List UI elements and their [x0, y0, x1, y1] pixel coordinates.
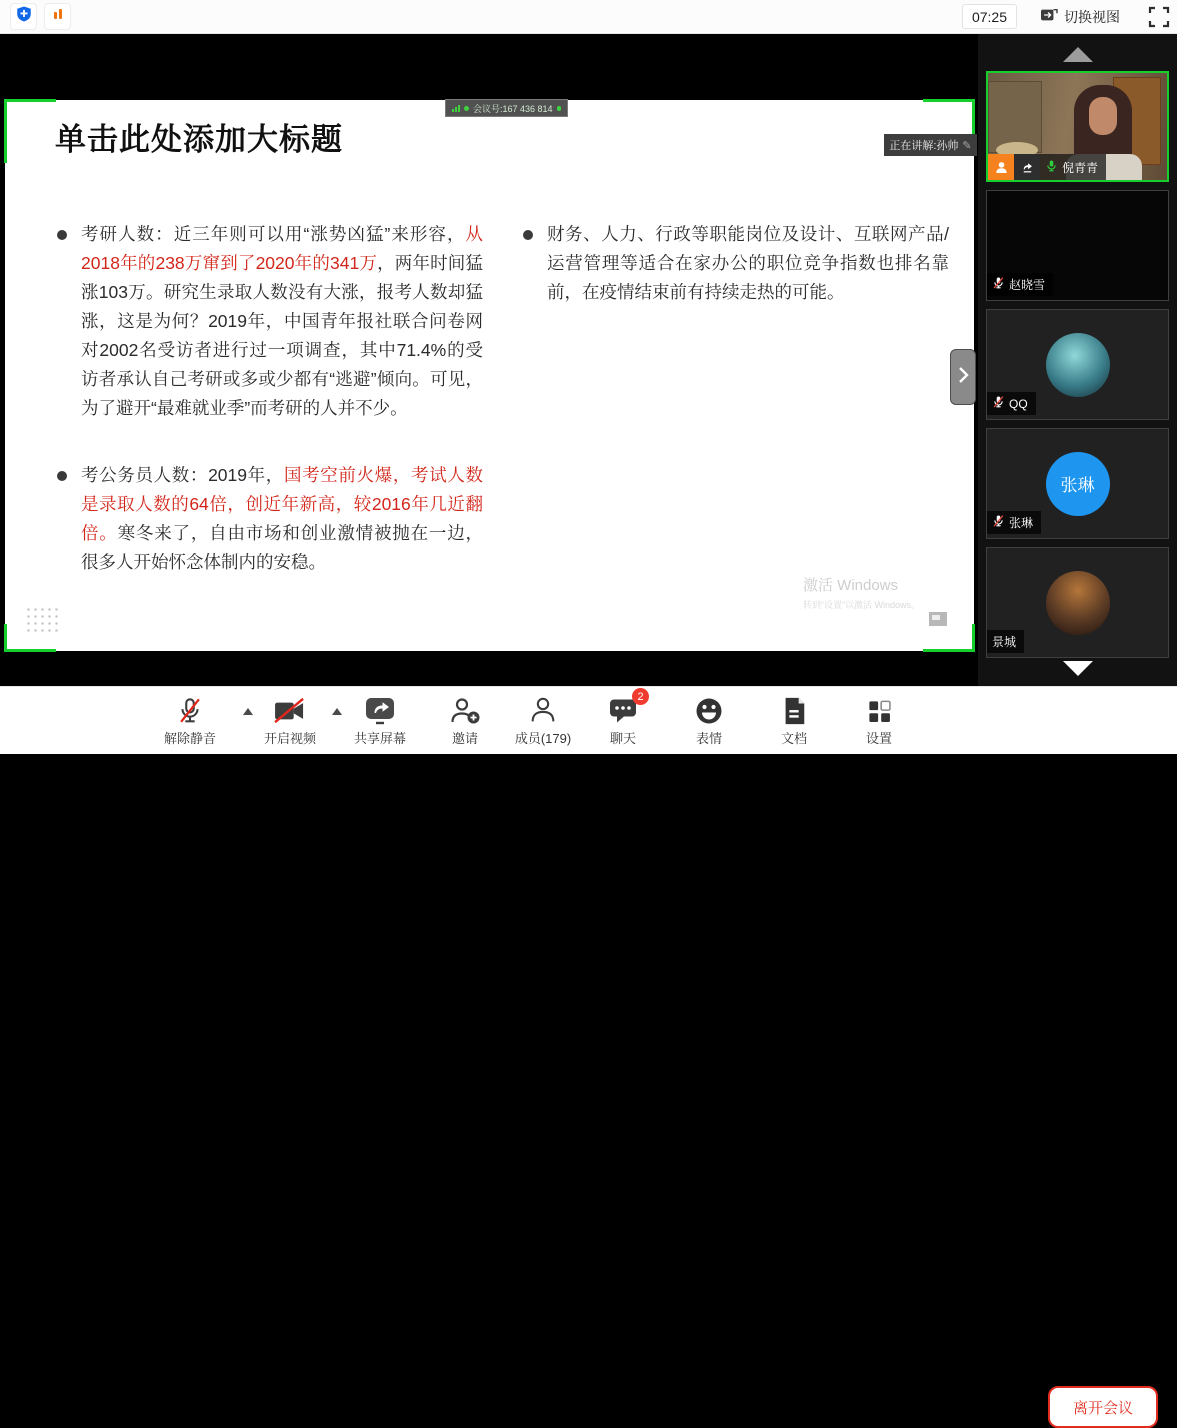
avatar [1046, 333, 1110, 397]
switch-view-icon [1040, 7, 1058, 26]
avatar [1046, 571, 1110, 635]
bullet-dot [57, 230, 67, 240]
scroll-up-arrow[interactable] [1063, 47, 1093, 62]
invite-person-icon [449, 695, 481, 726]
camera-off-icon [272, 695, 308, 726]
chat-button[interactable] [580, 690, 666, 747]
bullet-dot [57, 471, 67, 481]
meeting-id-text: 会议号:167 436 814 [473, 103, 553, 114]
share-screen-button[interactable] [337, 695, 423, 747]
start-video-label: 开启视频 [263, 731, 316, 746]
share-screen-icon [362, 695, 398, 726]
mic-muted-icon [992, 395, 1005, 412]
docs-label: 文档 [780, 731, 807, 746]
host-badge-icon [988, 154, 1014, 180]
participant-tiles [986, 71, 1169, 666]
slide-bullet [57, 461, 483, 577]
slide-corner-decoration [929, 612, 947, 626]
members-label: 成员(179) [514, 731, 572, 746]
participant-name: 倪青青 [1062, 160, 1099, 175]
bullet-text: 考研人数：近三年则可以用“涨势凶猛”来形容，从2018年的238万窜到了2020年的341万，两年时间猛涨103万。研究生录取人数没有大涨，报考人数却猛涨，这是为何？2019年，中国青年报社联合问卷网对2002名受访者进行过一项调查，其中71.4%的受访者承认自己考研或多或少都有“逃避”倾向。可见，为了避开“最难就业季”而考研的人并不少。 [81, 224, 483, 418]
chat-bubble-icon [607, 690, 644, 726]
docs-button[interactable] [751, 695, 837, 747]
sidebar-collapse-handle[interactable] [950, 349, 976, 405]
emoji-button[interactable] [666, 695, 752, 747]
share-region-corner-top-left [4, 99, 56, 163]
slide-dot-grid-decoration [25, 606, 61, 634]
leave-meeting-button[interactable] [1048, 1386, 1158, 1428]
participant-tile[interactable] [986, 309, 1169, 420]
chat-unread-badge: 2 [632, 688, 649, 705]
recording-dot-icon [464, 106, 469, 111]
grid-squares-icon [865, 695, 893, 726]
participant-name: QQ [1009, 396, 1028, 411]
slide-title: 单击此处添加大标题 [55, 122, 343, 157]
windows-activation-watermark [803, 574, 920, 611]
emoji-label: 表情 [695, 731, 722, 746]
switch-view-button[interactable] [1040, 3, 1120, 30]
shield-plus-icon [15, 5, 33, 28]
participant-name: 景城 [992, 635, 1017, 649]
mic-muted-icon [992, 276, 1005, 293]
slide-bullet [523, 220, 949, 307]
meeting-id-pill[interactable] [445, 99, 568, 117]
expand-arrow-icon [557, 106, 561, 111]
chat-label: 聊天 [609, 731, 636, 746]
invite-label: 邀请 [451, 731, 478, 746]
mic-muted-icon [175, 695, 205, 726]
document-icon [780, 695, 808, 726]
scroll-down-arrow[interactable] [1063, 661, 1093, 676]
video-person-silhouette [1089, 97, 1117, 135]
avatar-initials: 张琳 [1060, 476, 1095, 495]
participant-name: 赵晓雪 [1009, 278, 1046, 292]
mic-muted-icon [992, 514, 1005, 531]
bullet-text: 考公务员人数：2019年，国考空前火爆，考试人数是录取人数的64倍，创近年新高，较2016年几近翻倍。寒冬来了，自由市场和创业激情被抛在一边，很多人开始怀念体制内的安稳。 [81, 465, 484, 572]
presenter-label [884, 134, 977, 156]
invite-button[interactable] [422, 695, 508, 747]
avatar [1046, 452, 1110, 516]
unmute-label: 解除静音 [163, 731, 216, 746]
slide-left-column [57, 220, 483, 615]
slide-bullet [57, 220, 483, 423]
screen-share-badge-icon [1014, 154, 1040, 180]
participant-tile-video[interactable] [986, 71, 1169, 182]
connection-signal-icon [452, 105, 460, 112]
bullet-text: 财务、人力、行政等职能岗位及设计、互联网产品/运营管理等适合在家办公的职位竞争指数也排名靠前，在疫情结束前有持续走热的可能。 [547, 224, 949, 302]
clock [962, 4, 1017, 29]
leave-meeting-label: 离开会议 [1072, 1399, 1133, 1417]
members-button[interactable] [500, 695, 586, 747]
share-region-corner-bottom-right [923, 624, 975, 652]
participant-tile[interactable] [986, 190, 1169, 301]
start-video-button[interactable] [247, 695, 333, 747]
security-shield-button[interactable] [10, 3, 37, 30]
smiley-face-icon [694, 695, 724, 726]
top-bar [0, 0, 1177, 34]
shared-screen-area [0, 33, 978, 686]
participant-tile[interactable] [986, 547, 1169, 658]
fullscreen-button[interactable] [1148, 6, 1170, 28]
chevron-right-icon [957, 366, 969, 389]
participants-sidebar [978, 33, 1177, 686]
annotation-pen-icon: ✎ [962, 139, 972, 152]
bullet-dot [523, 230, 533, 240]
settings-label: 设置 [865, 731, 892, 746]
time-text: 07:25 [971, 8, 1008, 25]
presenter-text: 正在讲解:孙帅 [889, 140, 959, 152]
mic-on-icon [1045, 159, 1058, 176]
network-quality-button[interactable] [44, 3, 71, 30]
watermark-line2: 转到“设置”以激活 Windows。 [803, 600, 921, 610]
presentation-slide [5, 100, 974, 651]
unmute-button[interactable] [147, 695, 233, 747]
participant-status-row [988, 154, 1106, 180]
switch-view-label: 切换视图 [1064, 8, 1120, 25]
person-icon [528, 695, 558, 726]
participant-name: 张琳 [1009, 516, 1034, 530]
slide-right-column [523, 220, 949, 345]
watermark-line1: 激活 Windows [803, 577, 899, 594]
settings-button[interactable] [836, 695, 922, 747]
share-screen-label: 共享屏幕 [353, 731, 406, 746]
meeting-toolbar [0, 686, 1177, 1417]
participant-tile[interactable] [986, 428, 1169, 539]
signal-bars-icon [51, 7, 65, 26]
fullscreen-icon [1148, 15, 1170, 32]
